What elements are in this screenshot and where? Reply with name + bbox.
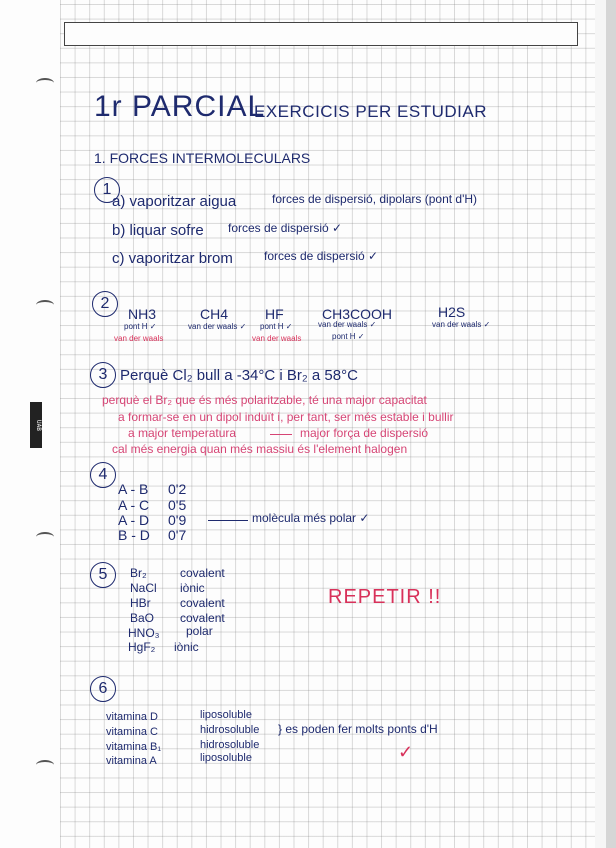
q2-note: van der waals ✓ [188, 322, 247, 331]
page-subtitle: EXERCICIS PER ESTUDIAR [254, 102, 487, 121]
question-number: 1 [94, 177, 120, 203]
q4-note: molècula més polar ✓ [252, 511, 370, 525]
arrow [270, 434, 292, 435]
question-number: 6 [90, 676, 116, 702]
q6-type: liposoluble [200, 752, 252, 764]
q2-formula: HF [265, 306, 284, 322]
q3-question: Perquè Cl₂ bull a -34°C i Br₂ a 58°C [120, 367, 358, 384]
q6-type: hidrosoluble [200, 739, 260, 751]
question-number: 2 [92, 291, 118, 317]
repetir-stamp: REPETIR !! [328, 586, 442, 608]
q4-pair: B - D [118, 527, 150, 543]
q3-answer-line: major força de dispersió [300, 426, 429, 440]
q4-pair: A - B [118, 481, 149, 497]
q4-pair: A - D [118, 512, 150, 528]
q5-type: polar [186, 624, 213, 638]
q1-c-answer: forces de dispersió ✓ [264, 249, 379, 263]
binder-hole-mark [36, 760, 54, 770]
binder-hole-mark [36, 78, 54, 88]
q6-vitamin: vitamina D [106, 711, 158, 723]
q2-formula: CH4 [200, 306, 229, 322]
arrow [208, 520, 248, 521]
section-heading: 1. FORCES INTERMOLECULARS [94, 150, 311, 166]
q6-vitamin: vitamina B₁ [106, 741, 162, 753]
q2-formula: NH3 [128, 306, 157, 322]
question-number: 3 [90, 362, 116, 388]
q5-compound: HNO₃ [128, 626, 160, 640]
q5-compound: HBr [130, 596, 151, 610]
q2-note: pont H ✓ [124, 322, 157, 331]
q1-a-answer: forces de dispersió, dipolars (pont d'H) [272, 192, 478, 206]
q6-vitamin: vitamina A [106, 755, 157, 767]
q5-type: covalent [180, 596, 225, 610]
binder-hole-mark [36, 300, 54, 310]
q5-compound: BaO [130, 611, 155, 625]
barcode-label: UAB [30, 402, 42, 448]
q6-vitamin: vitamina C [106, 726, 158, 738]
question-number: 4 [90, 462, 116, 488]
q6-type: hidrosoluble [200, 724, 260, 736]
page-title: 1r PARCIAL [94, 90, 266, 123]
q1-b-prefix: b) liquar sofre [112, 222, 204, 239]
q5-type: iònic [180, 581, 205, 595]
q2-note: van der waals ✓ [318, 320, 377, 329]
page-edge [606, 0, 616, 848]
binder-hole-mark [36, 532, 54, 542]
q3-answer-line: a formar-se en un dipol induït i, per tant, ser més estable i bullir [118, 410, 454, 424]
q5-compound: NaCl [130, 581, 157, 595]
q4-value: 0'9 [168, 512, 187, 528]
q2-extra: van der waals [252, 334, 302, 343]
q6-type: liposoluble [200, 709, 252, 721]
q5-type: covalent [180, 611, 225, 625]
q5-type: iònic [174, 640, 199, 654]
header-box [64, 22, 578, 46]
q5-compound: Br₂ [130, 566, 147, 580]
q5-compound: HgF₂ [128, 640, 156, 654]
q4-value: 0'2 [168, 481, 187, 497]
question-number: 5 [90, 562, 116, 588]
q2-extra: van der waals [114, 334, 164, 343]
q3-answer-line: a major temperatura [128, 426, 237, 440]
q4-pair: A - C [118, 497, 150, 513]
check-mark: ✓ [398, 742, 414, 762]
q4-value: 0'5 [168, 497, 187, 513]
q6-note: } es poden fer molts ponts d'H [278, 722, 438, 736]
q3-answer-line: cal més energia quan més massiu és l'element halogen [112, 442, 408, 456]
q1-c-prefix: c) vaporitzar brom [112, 250, 233, 267]
q2-formula: CH3COOH [322, 306, 393, 322]
q2-formula: H2S [438, 304, 466, 320]
q2-note: van der waals ✓ [432, 320, 491, 329]
q3-answer-line: perquè el Br₂ que és més polaritzable, té una major capacitat [102, 393, 427, 407]
q2-extra: pont H ✓ [332, 332, 365, 341]
q5-type: covalent [180, 566, 225, 580]
q2-note: pont H ✓ [260, 322, 293, 331]
q1-a-prefix: a) vaporitzar aigua [112, 193, 237, 210]
q1-b-answer: forces de dispersió ✓ [228, 221, 343, 235]
q4-value: 0'7 [168, 527, 187, 543]
